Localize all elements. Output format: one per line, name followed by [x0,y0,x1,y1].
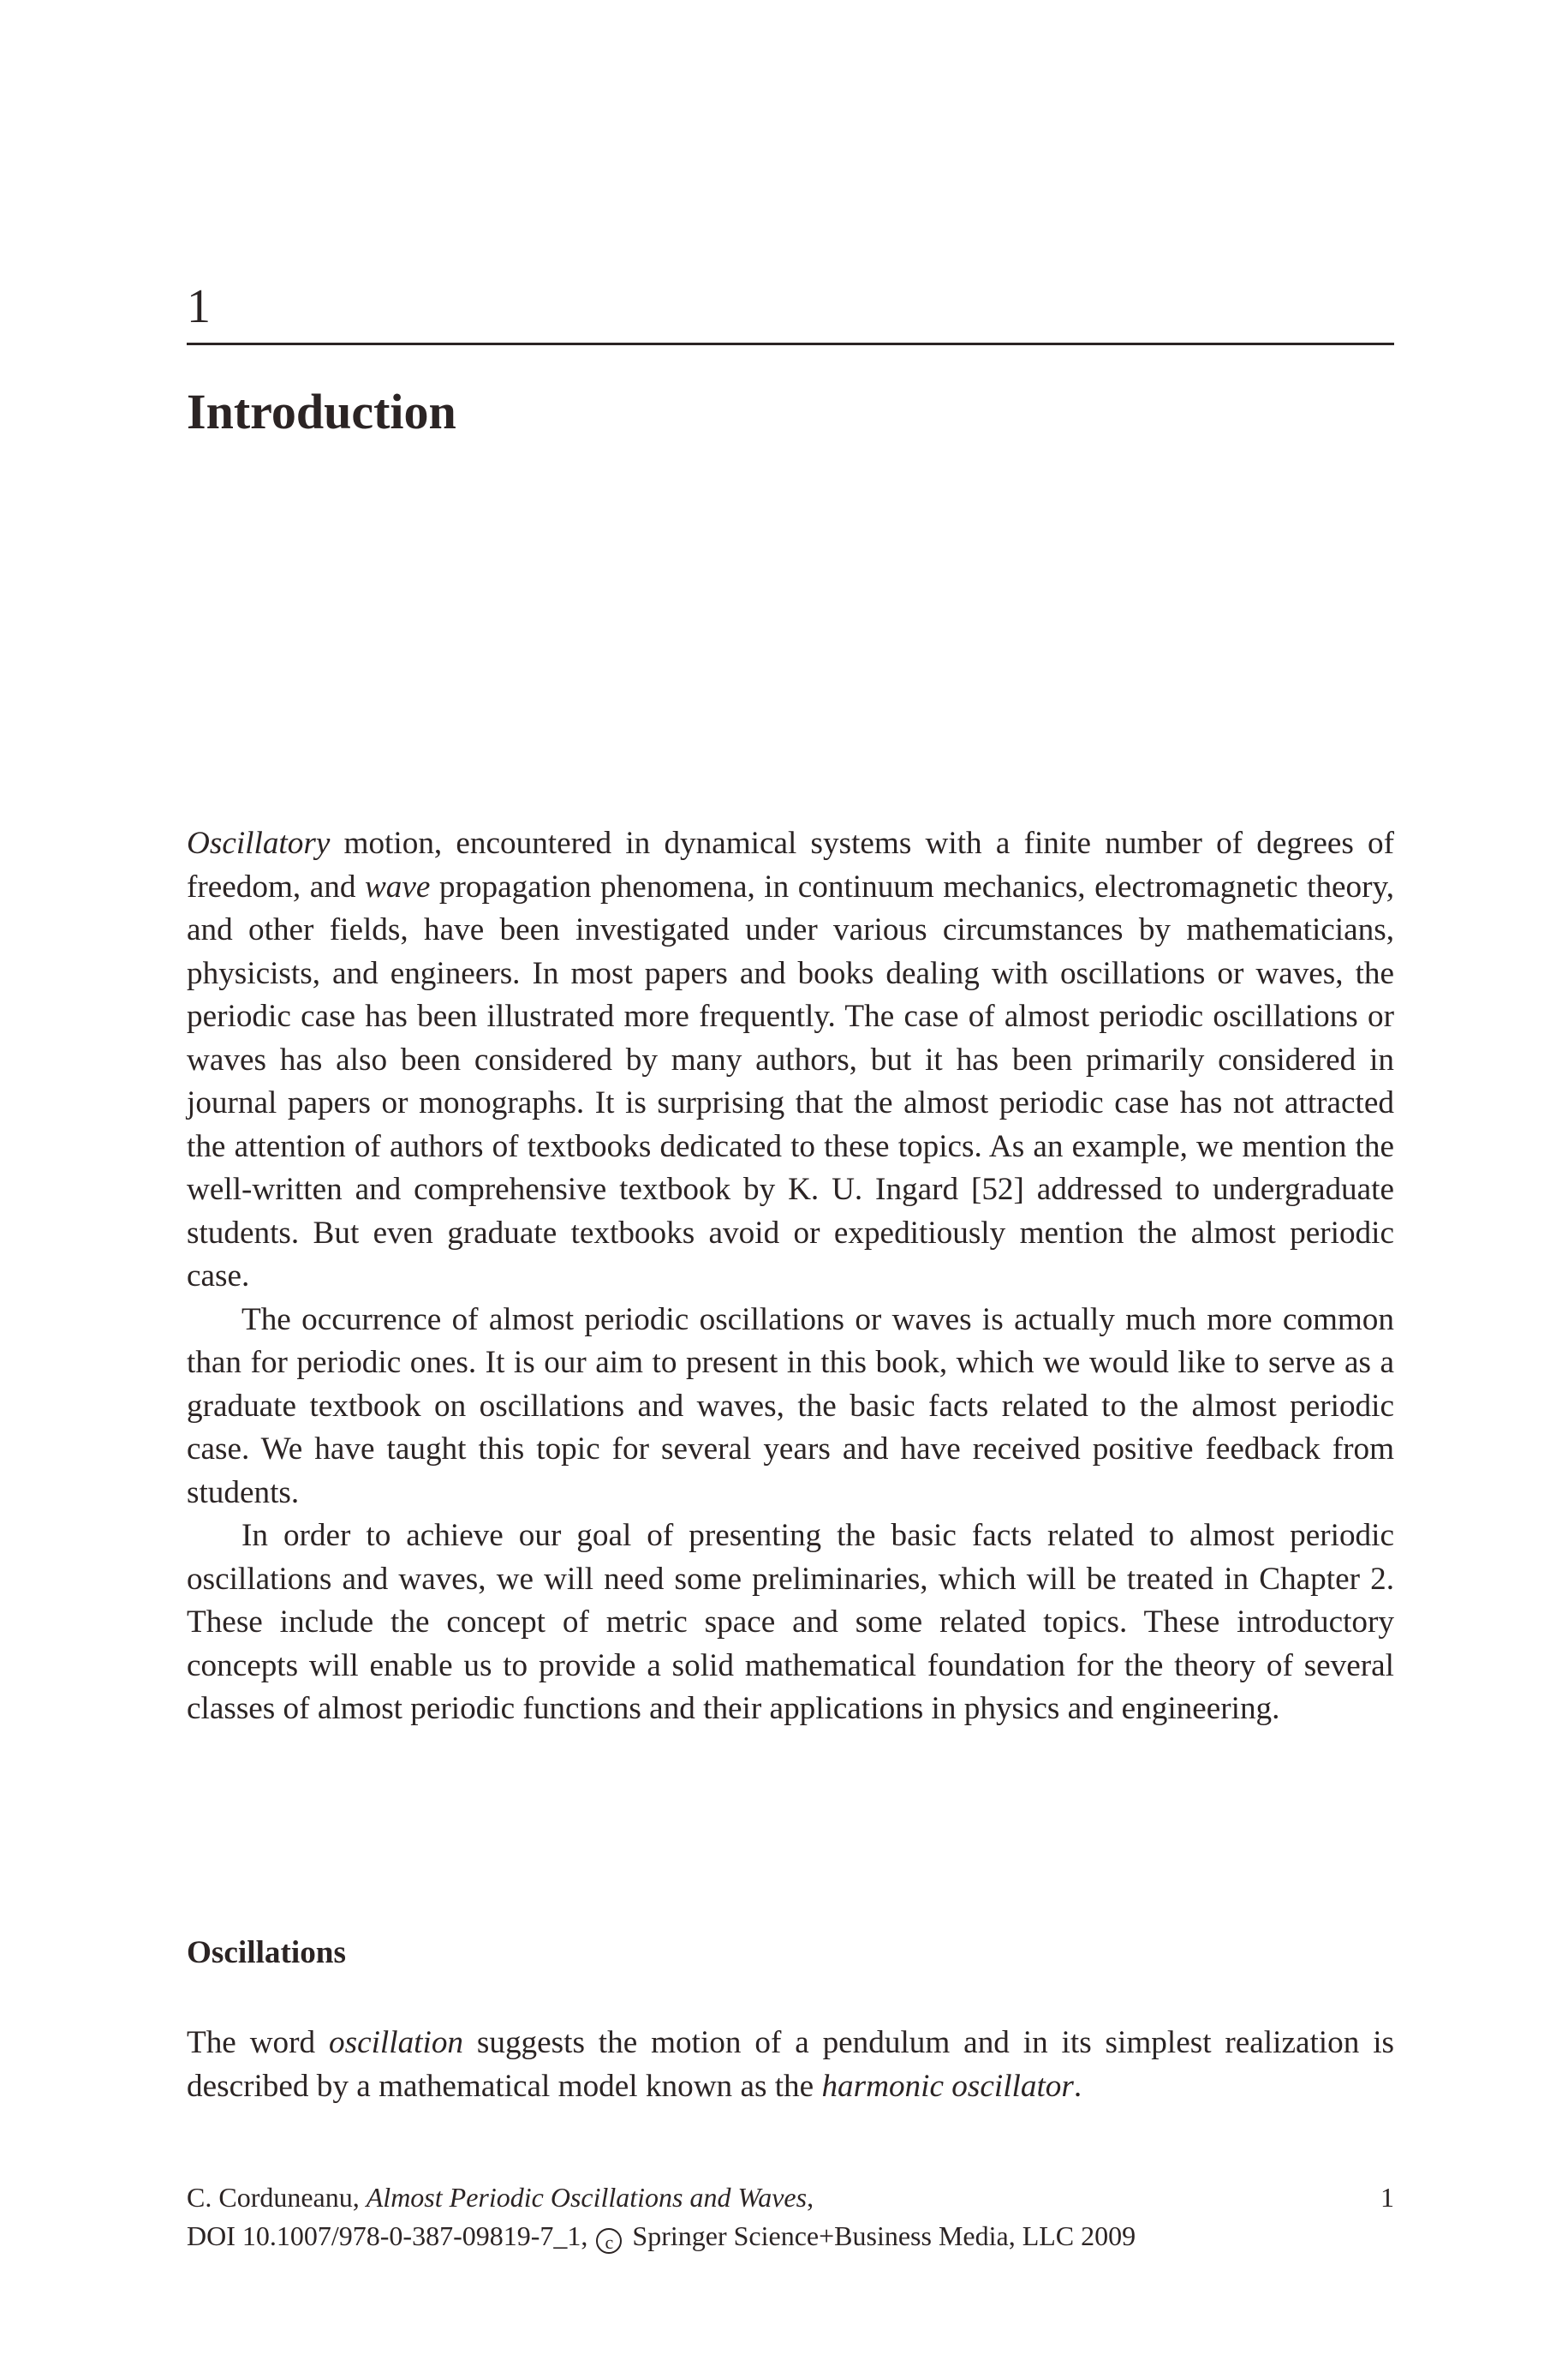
paragraph-1 [187,822,1394,1299]
copyright-icon: c [596,2228,622,2254]
emphasis-harmonic-oscillator: harmonic oscillator [821,2068,1074,2104]
paragraph-3: In order to achieve our goal of presenting the basic facts related to almost periodic oscillations and waves, we will need some preliminaries, which will be treated in Chapter 2. These include the concept of metric space and some related topics. These introductory concepts will enable us to provide a solid mathematical foundation for the theory of several classes of almost periodic functions and their applications in physics and engineering. [187,1518,1394,1726]
emphasis-oscillation: oscillation [329,2025,464,2060]
doi-line [187,2217,1136,2256]
section-heading: Oscillations [187,1935,346,1970]
emphasis-oscillatory: Oscillatory [187,826,331,861]
chapter-title: Introduction [187,384,456,439]
footer-publisher: Springer Science+Business Media, LLC 2009 [625,2220,1136,2251]
page-number: 1 [1380,2182,1394,2213]
footer-line-2 [187,2217,1394,2256]
chapter-body [187,822,1394,1731]
emphasis-wave: wave [364,869,431,905]
chapter-number: 1 [187,280,211,333]
paragraph-1-text-a: motion, encountered in dynamical systems with a finite number of degrees of freedom, and [187,826,1394,905]
page-footer [187,2178,1394,2256]
paragraph-2: The occurrence of almost periodic oscillations or waves is actually much more common than for periodic ones. It is our aim to present in this book, which we would like to serve as a graduate textbook on oscillations and waves, the basic facts related to the almost periodic case. We have taught this topic for several years and have received positive feedback from students. [187,1301,1394,1510]
footer-book-title: Almost Periodic Oscillations and Waves [366,2182,808,2213]
section-text-b: suggests the motion of a pendulum and in its simplest realization is described by a mathematical model known as the [187,2025,1394,2104]
section-text-a: The word [187,2025,329,2060]
chapter-rule [187,343,1394,345]
citation [187,2178,814,2217]
book-page [187,0,1394,2378]
footer-author: C. Corduneanu, [187,2182,367,2213]
footer-line-1 [187,2178,1394,2217]
section-paragraph [187,2022,1394,2108]
footer-doi: DOI 10.1007/978-0-387-09819-7_1, [187,2220,595,2251]
paragraph-1-text-b: propagation phenomena, in continuum mechanics, electromagnetic theory, and other fields, have been investigated under various circumstances by mathematicians, physicists, and engineers. In most papers and books dealing with oscillations or waves, the periodic case has been illustrated more frequently. The case of almost periodic oscillations or waves has also been considered by many authors, but it has been primarily considered in journal papers or monographs. It is surprising that the almost periodic case has not attracted the attention of authors of textbooks dedicated to these topics. As an example, we mention the well-written and comprehensive textbook by K. U. Ingard [52] addressed to undergraduate students. But even graduate textbooks avoid or expeditiously mention the almost periodic case. [187,869,1394,1294]
footer-comma: , [807,2182,814,2213]
section-text-c: . [1073,2068,1082,2104]
